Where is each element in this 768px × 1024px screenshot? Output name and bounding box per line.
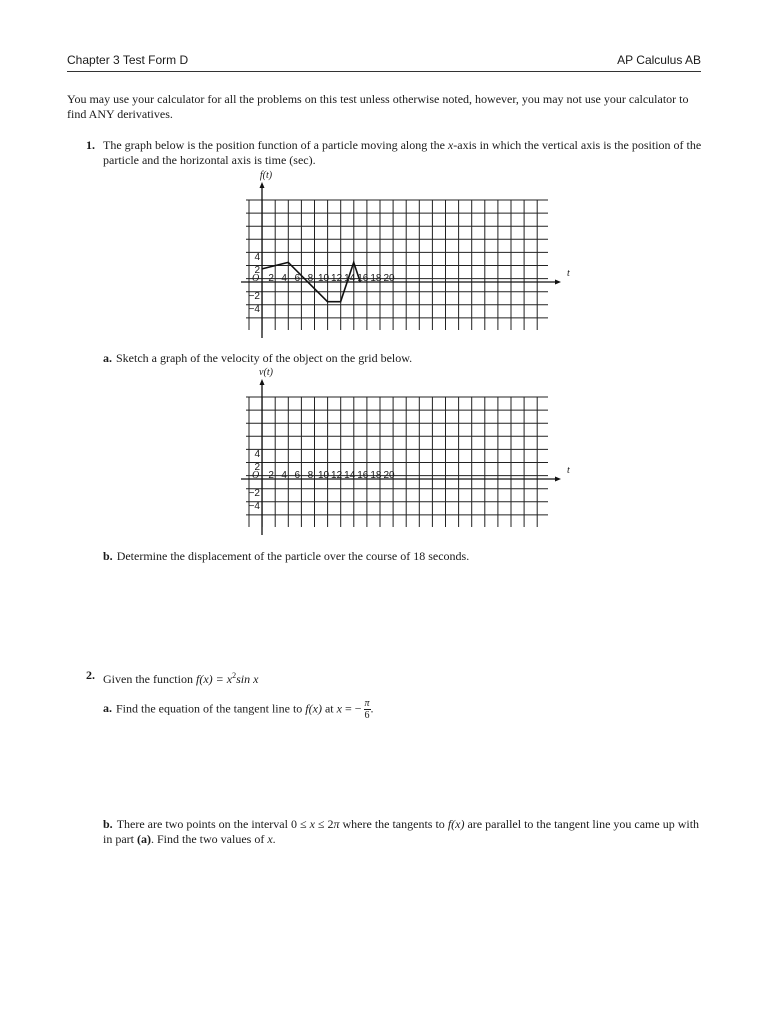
question-1-text: The graph below is the position function of a particle moving along the x-axis in which the vertical axis is the position of the particle and the horizontal axis is time (sec). xyxy=(103,138,702,167)
x-axis-arrow xyxy=(555,477,561,482)
x-tick-label: 10 xyxy=(317,470,330,481)
x-tick-label: 20 xyxy=(383,273,395,284)
x-tick-label: 14 xyxy=(344,273,356,284)
x-tick-label: 6 xyxy=(294,273,301,284)
x-axis-label: t xyxy=(567,465,570,476)
x-tick-label: 18 xyxy=(370,470,382,481)
question-1-number: 1. xyxy=(86,138,95,152)
part-b: b. Determine the displacement of the particle over the course of 18 seconds. xyxy=(103,549,470,563)
pi-over-6-fraction: $\frac{\pi}{6}$ xyxy=(364,698,370,721)
origin-label: O xyxy=(252,273,260,284)
y-tick-label: −2 xyxy=(248,291,260,303)
x-tick-label: 14 xyxy=(344,470,356,481)
y-tick-label: 2 xyxy=(254,264,260,276)
x-tick-label: 18 xyxy=(370,273,382,284)
x-tick-label: 12 xyxy=(331,470,343,481)
y-axis-label: v(t) xyxy=(259,367,273,378)
x-tick-label: 16 xyxy=(357,273,369,284)
course-title: AP Calculus AB xyxy=(617,53,701,67)
question-2-number: 2. xyxy=(86,668,95,682)
instructions: You may use your calculator for all the problems on this test unless otherwise noted, however, you may not use your calculator to find ANY derivatives. xyxy=(67,92,689,121)
x-axis-label: t xyxy=(567,268,570,279)
y-tick-label: −4 xyxy=(248,501,260,513)
question-2-part-b: b. There are two points on the interval 0 ≤ x ≤ 2π where the tangents to f(x) are parallel to the tangent line you came up with in part (a). Find the two values of x. xyxy=(103,817,700,846)
y-tick-label: 4 xyxy=(254,448,260,460)
origin-label: O xyxy=(252,470,260,481)
x-tick-label: 2 xyxy=(268,470,274,481)
x-tick-label: 6 xyxy=(294,470,301,481)
x-tick-label: 12 xyxy=(331,273,343,284)
x-tick-label: 10 xyxy=(317,273,330,284)
y-axis-arrow xyxy=(260,379,265,385)
y-tick-label: 4 xyxy=(254,251,260,263)
x-tick-label: 8 xyxy=(307,273,314,284)
x-tick-label: 8 xyxy=(307,470,314,481)
y-tick-label: −2 xyxy=(248,488,260,500)
x-tick-label: 2 xyxy=(268,273,274,284)
x-tick-label: 20 xyxy=(383,470,395,481)
y-tick-label: −4 xyxy=(248,304,260,316)
y-axis-label: f(t) xyxy=(259,170,273,181)
part-a: a. Sketch a graph of the velocity of the object on the grid below. xyxy=(103,351,413,365)
y-tick-label: 2 xyxy=(254,461,260,473)
x-tick-label: 4 xyxy=(281,470,287,481)
question-2-text: Given the function $f(x) = x^2\sin$ x xyxy=(103,671,259,686)
x-tick-label: 4 xyxy=(281,273,287,284)
question-2-part-a: a. Find the equation of the tangent line to f(x) at x = − $\frac{\pi}{6}$ . xyxy=(103,698,374,721)
x-tick-label: 16 xyxy=(357,470,369,481)
chapter-title: Chapter 3 Test Form D xyxy=(67,53,189,67)
